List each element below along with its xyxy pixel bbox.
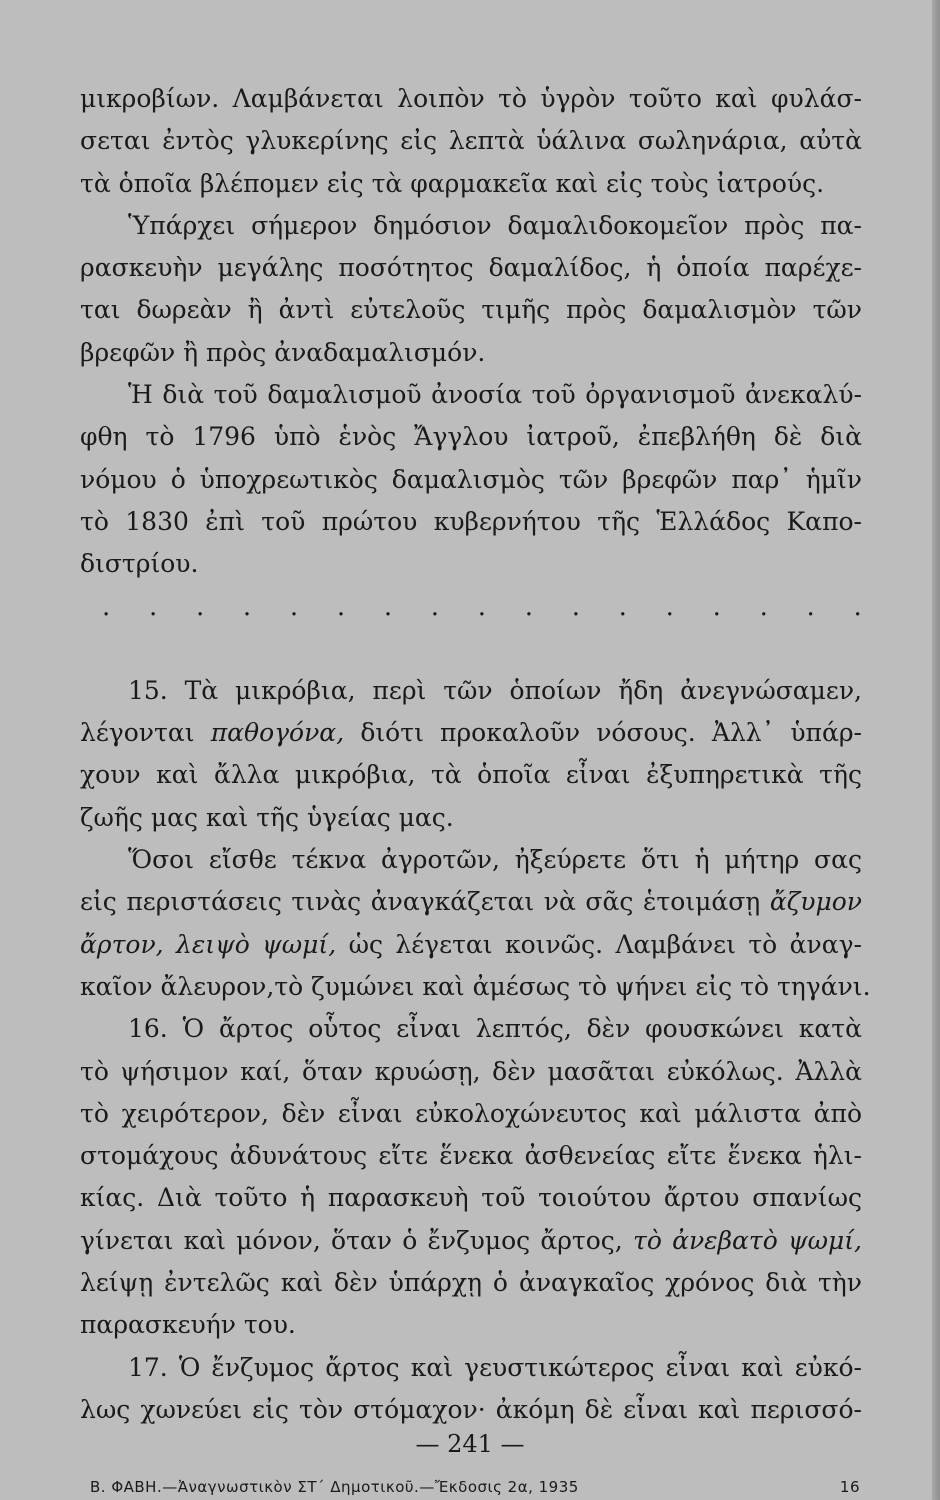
text-line: 17. Ὁ ἔνζυμος ἄρτος καὶ γευστικώτερος εἶναι καὶ εὐκό- (128, 1352, 862, 1382)
text-line: Ὅσοι εἴσθε τέκνα ἀγροτῶν, ἠξεύρετε ὅτι ἡ μήτηρ σας (128, 845, 862, 875)
divider-dot: . (195, 591, 205, 622)
divider-dot: . (477, 591, 487, 622)
divider-dot: . (383, 591, 393, 622)
text-line: παρασκευήν του. (80, 1310, 296, 1340)
text-line: 15. Τὰ μικρόβια, περὶ τῶν ὁποίων ἤδη ἀνεγνώσαμεν, (128, 675, 862, 705)
text-line: ζωῆς μας καὶ τῆς ὑγείας μας. (80, 802, 454, 832)
text-line: διστρίου. (80, 549, 199, 579)
text-line: χουν καὶ ἄλλα μικρόβια, τὰ ὁποῖα εἶναι ἐξυπηρετικὰ τῆς (80, 760, 862, 790)
ellipsis-divider (80, 586, 862, 628)
text-line: ται δωρεὰν ἢ ἀντὶ εὐτελοῦς τιμῆς πρὸς δαμαλισμὸν τῶν (80, 295, 862, 325)
italic-term: τὸ ἀνεβατὸ ψωμί, (632, 1225, 862, 1255)
divider-dot: . (336, 591, 346, 622)
text-line: νόμου ὁ ὑποχρεωτικὸς δαμαλισμὸς τῶν βρεφῶν παρ᾽ ἡμῖν (80, 464, 862, 494)
text-line: 16. Ὁ ἄρτος οὗτος εἶναι λεπτός, δὲν φουσκώνει κατὰ (128, 1014, 862, 1044)
body-text (80, 78, 871, 1431)
page-edge (932, 0, 940, 1500)
divider-dot: . (806, 591, 815, 622)
book-footer (90, 1478, 860, 1496)
source-line: Β. ΦΑΒΗ.—Ἀναγνωστικὸν ΣΤ΄ Δημοτικοῦ.—Ἔκδοσις 2α, 1935 (90, 1478, 579, 1496)
divider-dot: . (759, 591, 768, 622)
text-line: στομάχους ἀδυνάτους εἴτε ἕνεκα ἀσθενείας εἴτε ἕνεκα ἡλι- (80, 1141, 862, 1171)
divider-dot: . (853, 591, 862, 622)
section-gap (80, 628, 862, 670)
page-number: — 241 — (415, 1430, 525, 1458)
text-line: τὸ 1830 ἐπὶ τοῦ πρώτου κυβερνήτου τῆς Ἑλλάδος Καπο- (80, 506, 862, 536)
text-line: φθη τὸ 1796 ὑπὸ ἑνὸς Ἄγγλου ἰατροῦ, ἐπεβλήθη δὲ διὰ (80, 422, 862, 452)
divider-dot: . (289, 591, 299, 622)
signature-number: 16 (839, 1478, 860, 1496)
text-line: λως χωνεύει εἰς τὸν στόμαχον· ἀκόμη δὲ εἶναι καὶ περισσό- (80, 1394, 862, 1424)
text-line: βρεφῶν ἢ πρὸς ἀναδαμαλισμόν. (80, 337, 486, 367)
divider-dot: . (571, 591, 580, 622)
text-line: ρασκευὴν μεγάλης ποσότητος δαμαλίδος, ἡ ὁποία παρέχε- (80, 253, 862, 283)
text-line: Ὑπάρχει σήμερον δημόσιον δαμαλιδοκομεῖον πρὸς πα- (128, 210, 862, 240)
text-line: κίας. Διὰ τοῦτο ἡ παρασκευὴ τοῦ τοιούτου ἄρτου σπανίως (80, 1183, 862, 1213)
text-line: εἰς περιστάσεις τινὰς ἀναγκάζεται νὰ σᾶς ἑτοιμάσῃ ἄζυμον (80, 887, 862, 917)
text-line: τὰ ὁποῖα βλέπομεν εἰς τὰ φαρμακεῖα καὶ εἰς τοὺς ἰατρούς. (80, 168, 825, 198)
text-line: μικροβίων. Λαμβάνεται λοιπὸν τὸ ὑγρὸν τοῦτο καὶ φυλάσ- (80, 84, 862, 113)
text-line: τὸ ψήσιμον καί, ὅταν κρυώσῃ, δὲν μασᾶται εὐκόλως. Ἀλλὰ (80, 1056, 862, 1086)
divider-dot: . (712, 591, 721, 622)
italic-term: παθογόνα, (210, 718, 345, 748)
text-line: τὸ χειρότερον, δὲν εἶναι εὐκολοχώνευτος καὶ μάλιστα ἀπὸ (80, 1098, 862, 1128)
text-line: γίνεται καὶ μόνον, ὅταν ὁ ἔνζυμος ἄρτος, τὸ ἀνεβατὸ ψωμί, (80, 1225, 862, 1255)
divider-dot: . (430, 591, 440, 622)
text-line: Ἡ διὰ τοῦ δαμαλισμοῦ ἀνοσία τοῦ ὀργανισμοῦ ἀνεκαλύ- (128, 380, 862, 410)
text-line: λέγονται παθογόνα, διότι προκαλοῦν νόσους. Ἀλλ᾽ ὑπάρ- (80, 718, 862, 748)
italic-term: ἄρτον, λειψὸ ψωμί, (80, 929, 337, 959)
divider-dot: . (524, 591, 533, 622)
divider-dot: . (242, 591, 252, 622)
text-line: σεται ἐντὸς γλυκερίνης εἰς λεπτὰ ὑάλινα σωληνάρια, αὐτὰ (80, 126, 862, 156)
text-line: λείψῃ ἐντελῶς καὶ δὲν ὑπάρχῃ ὁ ἀναγκαῖος χρόνος διὰ τὴν (80, 1268, 862, 1298)
italic-term: ἄζυμον (769, 887, 862, 917)
text-line: καῖον ἄλευρον,τὸ ζυμώνει καὶ ἀμέσως τὸ ψήνει εἰς τὸ τηγάνι. (80, 971, 871, 1001)
divider-dot: . (618, 591, 627, 622)
text-line: ἄρτον, λειψὸ ψωμί, ὡς λέγεται κοινῶς. Λαμβάνει τὸ ἀναγ- (80, 929, 862, 959)
divider-dot: . (665, 591, 674, 622)
divider-dot: . (102, 591, 111, 622)
divider-dot: . (148, 591, 158, 622)
